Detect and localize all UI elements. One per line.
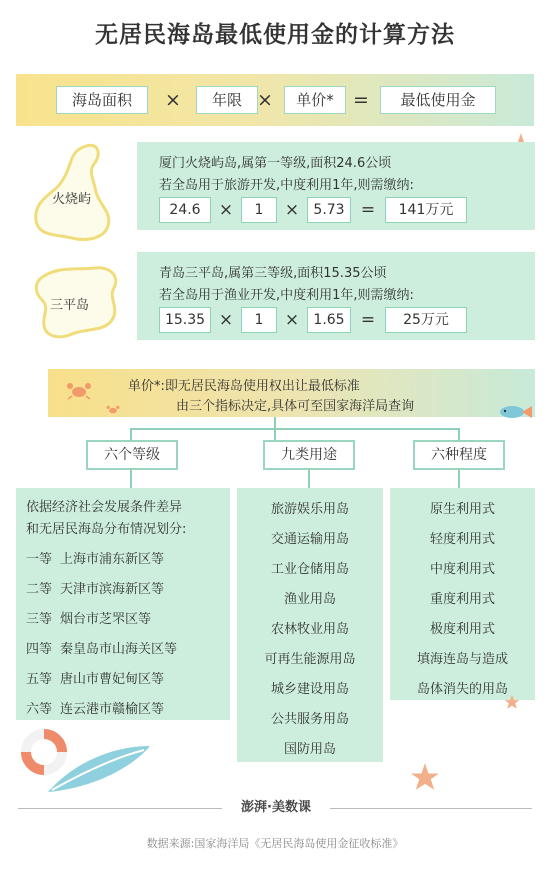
grades-intro-line1: 依据经济社会发展条件差异 [26, 500, 183, 515]
small-crab-icon [106, 404, 120, 415]
note-line2: 由三个指标决定,具体可至国家海洋局查询 [176, 399, 415, 414]
degree-item: 填海连岛与造成 [416, 652, 508, 667]
example-huoshaoyu-years: 1 [241, 197, 277, 223]
grade-level: 六等 [26, 702, 53, 717]
use-item: 城乡建设用岛 [270, 682, 349, 697]
surfboard-icon [44, 742, 154, 798]
starfish-bottom-icon [410, 762, 440, 792]
use-item: 旅游娱乐用岛 [270, 502, 349, 517]
grade-level: 五等 [26, 672, 53, 687]
example-huoshaoyu-area: 24.6 [159, 197, 211, 223]
grade-place: 上海市浦东新区等 [60, 552, 165, 567]
grade-row [26, 608, 151, 627]
example-sanpingdao-line1: 青岛三平岛,属第三等级,面积15.35公顷 [159, 266, 387, 281]
use-item: 交通运输用岛 [270, 532, 349, 547]
footer-logo: 澎湃·美数课 [222, 794, 330, 822]
data-source: 数据来源:国家海洋局《无居民海岛使用金征收标准》 [146, 837, 404, 850]
crab-icon [66, 380, 92, 400]
page-title: 无居民海岛最低使用金的计算方法 [95, 22, 455, 48]
grades-intro-line2: 和无居民海岛分布情况划分: [26, 522, 187, 537]
grade-place: 唐山市曹妃甸区等 [60, 672, 165, 687]
grade-row [26, 548, 164, 567]
tree-left-link [130, 470, 132, 488]
grades-column [16, 488, 230, 720]
example-huoshaoyu-times-1: × [218, 200, 234, 220]
formula-times-1: × [165, 89, 181, 111]
formula-result: 最低使用金 [380, 86, 496, 114]
example-sanpingdao-years: 1 [241, 307, 277, 333]
example-huoshaoyu-times-2: × [284, 200, 300, 220]
category-degrees: 六种程度 [413, 440, 505, 470]
tree-right-drop [458, 428, 460, 440]
fish-icon [498, 404, 534, 420]
small-starfish-icon [504, 694, 520, 710]
tree-right-link [458, 470, 460, 488]
example-huoshaoyu-line2: 若全岛用于旅游开发,中度利用1年,则需缴纳: [159, 178, 414, 193]
degree-item: 原生利用式 [429, 502, 495, 517]
use-item: 农林牧业用岛 [270, 622, 349, 637]
grade-level: 三等 [26, 612, 53, 627]
use-item: 国防用岛 [283, 742, 336, 757]
example-huoshaoyu-equals: = [360, 200, 376, 220]
use-item: 公共服务用岛 [270, 712, 349, 727]
example-sanpingdao-times-1: × [218, 310, 234, 330]
example-huoshaoyu [137, 142, 535, 230]
example-sanpingdao-times-2: × [284, 310, 300, 330]
category-grades: 六个等级 [86, 440, 178, 470]
example-sanpingdao-result: 25万元 [385, 307, 467, 333]
example-huoshaoyu-line1: 厦门火烧屿岛,属第一等级,面积24.6公顷 [159, 156, 392, 171]
formula-area: 海岛面积 [56, 86, 148, 114]
example-huoshaoyu-result: 141万元 [385, 197, 467, 223]
grade-row [26, 698, 164, 717]
unit-price-note [48, 369, 535, 417]
formula-times-2: × [257, 89, 273, 111]
formula-equals: = [353, 89, 369, 111]
note-line1: 单价*:即无居民海岛使用权出让最低标准 [128, 379, 360, 394]
example-sanpingdao-equals: = [360, 310, 376, 330]
formula-unit-price: 单价* [284, 86, 346, 114]
island-sanpingdao-label: 三平岛 [50, 298, 90, 313]
degree-item: 轻度利用式 [429, 532, 495, 547]
grade-level: 四等 [26, 642, 53, 657]
grade-level: 一等 [26, 552, 53, 567]
tree-branch [130, 428, 460, 430]
example-sanpingdao-price: 1.65 [307, 307, 351, 333]
tree-center-link [308, 470, 310, 488]
island-huoshaoyu-label: 火烧屿 [52, 192, 92, 207]
example-sanpingdao [137, 252, 535, 340]
degree-item: 重度利用式 [429, 592, 495, 607]
degrees-column [390, 488, 535, 700]
uses-column [237, 488, 383, 762]
use-item: 渔业用岛 [283, 592, 336, 607]
grade-place: 秦皇岛市山海关区等 [60, 642, 178, 657]
grade-place: 烟台市芝罘区等 [60, 612, 152, 627]
formula-years: 年限 [196, 86, 258, 114]
grade-row [26, 578, 164, 597]
degree-item: 岛体消失的用岛 [416, 682, 508, 697]
tree-center-drop [274, 428, 276, 440]
grade-row [26, 638, 177, 657]
grade-place: 天津市滨海新区等 [60, 582, 165, 597]
grade-level: 二等 [26, 582, 53, 597]
use-item: 可再生能源用岛 [264, 652, 356, 667]
use-item: 工业仓储用岛 [270, 562, 349, 577]
formula-band [16, 74, 534, 126]
example-sanpingdao-area: 15.35 [159, 307, 211, 333]
grade-row [26, 668, 164, 687]
grade-place: 连云港市赣榆区等 [60, 702, 165, 717]
tree-left-drop [130, 428, 132, 440]
category-uses: 九类用途 [263, 440, 355, 470]
degree-item: 中度利用式 [429, 562, 495, 577]
example-sanpingdao-line2: 若全岛用于渔业开发,中度利用1年,则需缴纳: [159, 288, 414, 303]
degree-item: 极度利用式 [429, 622, 495, 637]
example-huoshaoyu-price: 5.73 [307, 197, 351, 223]
